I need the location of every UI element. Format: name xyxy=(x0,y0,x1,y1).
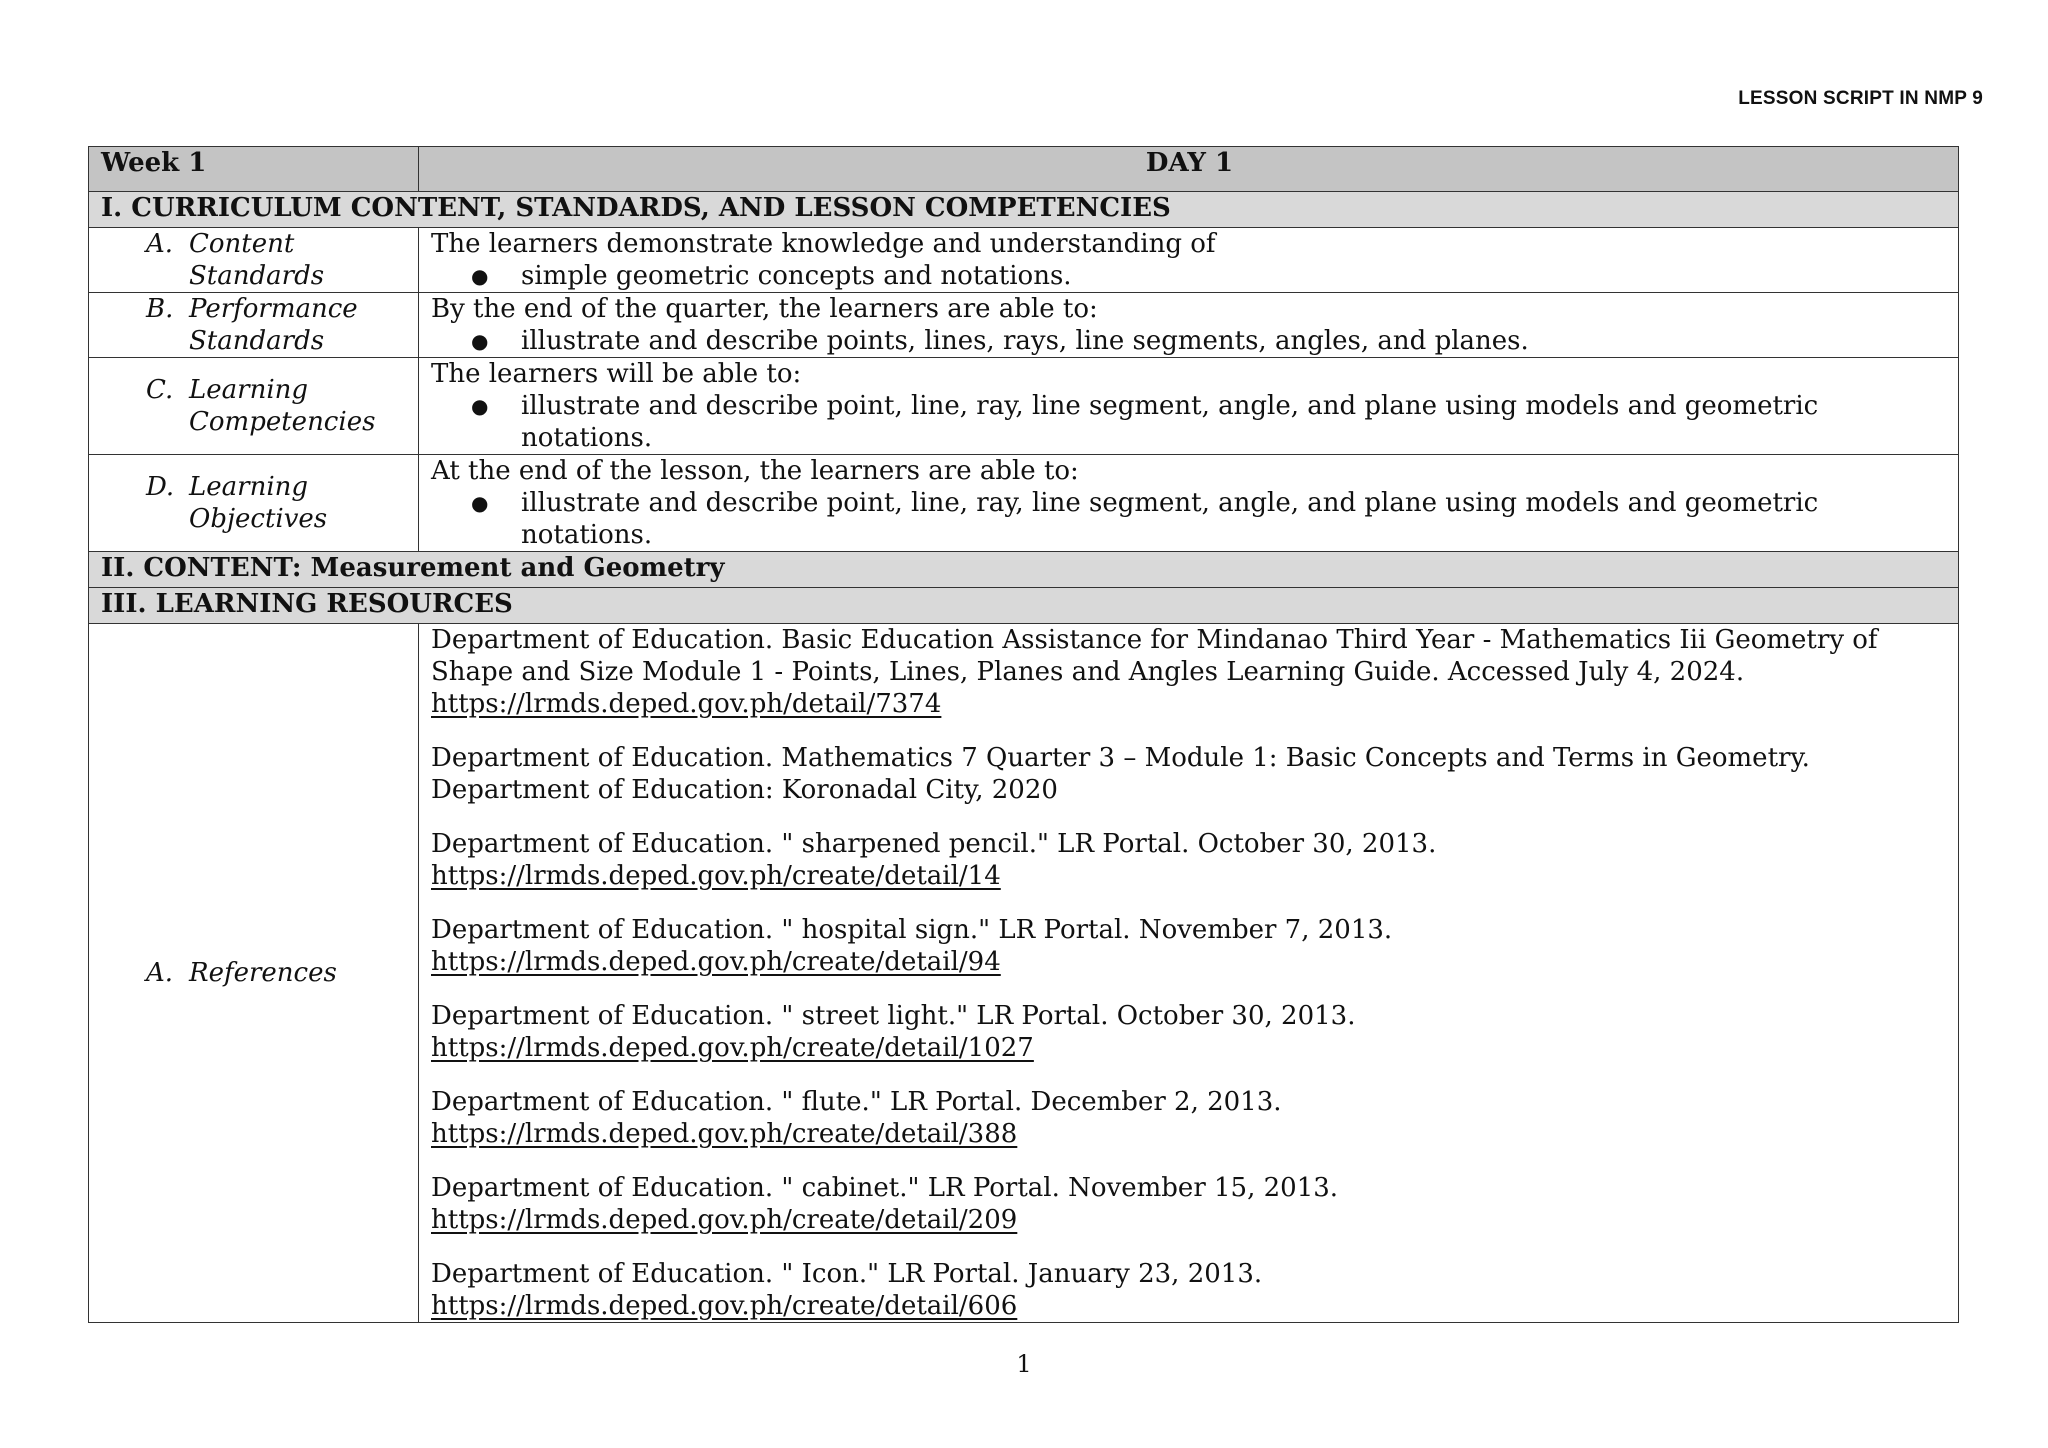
row-label: Learning Objectives xyxy=(189,472,328,534)
row-letter: A. xyxy=(146,958,174,988)
row-intro: By the end of the quarter, the learners are able to: xyxy=(431,294,1098,324)
content-standards-row xyxy=(89,228,1959,293)
reference-link[interactable]: https://lrmds.deped.gov.ph/create/detail/14 xyxy=(431,861,1001,891)
bullet-list xyxy=(431,260,1948,292)
content-standards-body xyxy=(419,228,1959,293)
reference-text: Department of Education. " sharpened pencil." LR Portal. October 30, 2013. xyxy=(431,829,1437,859)
row-label: Performance Standards xyxy=(189,294,358,356)
reference-item xyxy=(431,914,1948,978)
learning-objectives-body xyxy=(419,455,1959,552)
bullet-item: ● simple geometric concepts and notations. xyxy=(471,260,1948,292)
learning-competencies-label xyxy=(89,358,419,455)
section-content-row xyxy=(89,552,1959,588)
reference-text: Department of Education. " street light." LR Portal. October 30, 2013. xyxy=(431,1001,1356,1031)
reference-link[interactable]: https://lrmds.deped.gov.ph/create/detail/209 xyxy=(431,1205,1018,1235)
day-label: DAY 1 xyxy=(419,147,1959,192)
reference-link[interactable]: https://lrmds.deped.gov.ph/create/detail/606 xyxy=(431,1291,1018,1321)
content-standards-label xyxy=(89,228,419,293)
learning-competencies-body xyxy=(419,358,1959,455)
row-label: References xyxy=(189,958,337,988)
references-row xyxy=(89,624,1959,1323)
bullet-item: ● illustrate and describe points, lines, rays, line segments, angles, and planes. xyxy=(471,325,1948,357)
reference-text: Department of Education. " Icon." LR Portal. January 23, 2013. xyxy=(431,1259,1263,1289)
references-list xyxy=(419,624,1959,1323)
document-header: LESSON SCRIPT IN NMP 9 xyxy=(1738,88,1983,109)
reference-link[interactable]: https://lrmds.deped.gov.ph/detail/7374 xyxy=(431,689,942,719)
reference-text: Department of Education. Basic Education Assistance for Mindanao Third Year - Mathematics Iii Geometry of Shape and Size Module 1 - Points, Lines, Planes and Angles Learning Guide. Accessed July 4, 2024. xyxy=(431,625,1878,687)
section-curriculum-row xyxy=(89,192,1959,228)
reference-item xyxy=(431,742,1948,806)
learning-competencies-row xyxy=(89,358,1959,455)
row-letter: C. xyxy=(146,375,174,405)
reference-item xyxy=(431,828,1948,892)
reference-item xyxy=(431,1086,1948,1150)
reference-link[interactable]: https://lrmds.deped.gov.ph/create/detail/94 xyxy=(431,947,1001,977)
reference-text: Department of Education. " hospital sign." LR Portal. November 7, 2013. xyxy=(431,915,1393,945)
bullet-item: ● illustrate and describe point, line, ray, line segment, angle, and plane using models and geometric notations. xyxy=(471,390,1948,454)
row-intro: The learners will be able to: xyxy=(431,359,802,389)
row-label: Learning Competencies xyxy=(189,375,376,437)
reference-link[interactable]: https://lrmds.deped.gov.ph/create/detail/1027 xyxy=(431,1033,1034,1063)
reference-text: Department of Education. " cabinet." LR Portal. November 15, 2013. xyxy=(431,1173,1339,1203)
section-content-heading: II. CONTENT: Measurement and Geometry xyxy=(89,552,1959,588)
section-curriculum-heading: I. CURRICULUM CONTENT, STANDARDS, AND LESSON COMPETENCIES xyxy=(89,192,1959,228)
row-letter: D. xyxy=(146,472,175,502)
learning-objectives-row xyxy=(89,455,1959,552)
reference-item xyxy=(431,1000,1948,1064)
reference-item xyxy=(431,1172,1948,1236)
performance-standards-label xyxy=(89,293,419,358)
week-label: Week 1 xyxy=(89,147,419,192)
week-day-row xyxy=(89,147,1959,192)
row-intro: The learners demonstrate knowledge and understanding of xyxy=(431,229,1216,259)
reference-text: Department of Education. " flute." LR Portal. December 2, 2013. xyxy=(431,1087,1282,1117)
reference-item xyxy=(431,1258,1948,1322)
reference-item xyxy=(431,624,1948,720)
row-letter: A. xyxy=(146,229,174,259)
reference-link[interactable]: https://lrmds.deped.gov.ph/create/detail/388 xyxy=(431,1119,1018,1149)
performance-standards-row xyxy=(89,293,1959,358)
bullet-list xyxy=(431,487,1948,551)
bullet-item: ● illustrate and describe point, line, ray, line segment, angle, and plane using models and geometric notations. xyxy=(471,487,1948,551)
row-label: Content Standards xyxy=(189,229,325,291)
section-resources-row xyxy=(89,588,1959,624)
performance-standards-body xyxy=(419,293,1959,358)
reference-text: Department of Education. Mathematics 7 Quarter 3 – Module 1: Basic Concepts and Terms in Geometry. Department of Education: Koronadal City, 2020 xyxy=(431,743,1810,805)
references-label xyxy=(89,624,419,1323)
row-intro: At the end of the lesson, the learners are able to: xyxy=(431,456,1079,486)
bullet-list xyxy=(431,390,1948,454)
lesson-plan-table xyxy=(88,146,1959,1323)
learning-objectives-label xyxy=(89,455,419,552)
bullet-list xyxy=(431,325,1948,357)
row-letter: B. xyxy=(146,294,174,324)
page-number: 1 xyxy=(1016,1350,1032,1378)
section-resources-heading: III. LEARNING RESOURCES xyxy=(89,588,1959,624)
